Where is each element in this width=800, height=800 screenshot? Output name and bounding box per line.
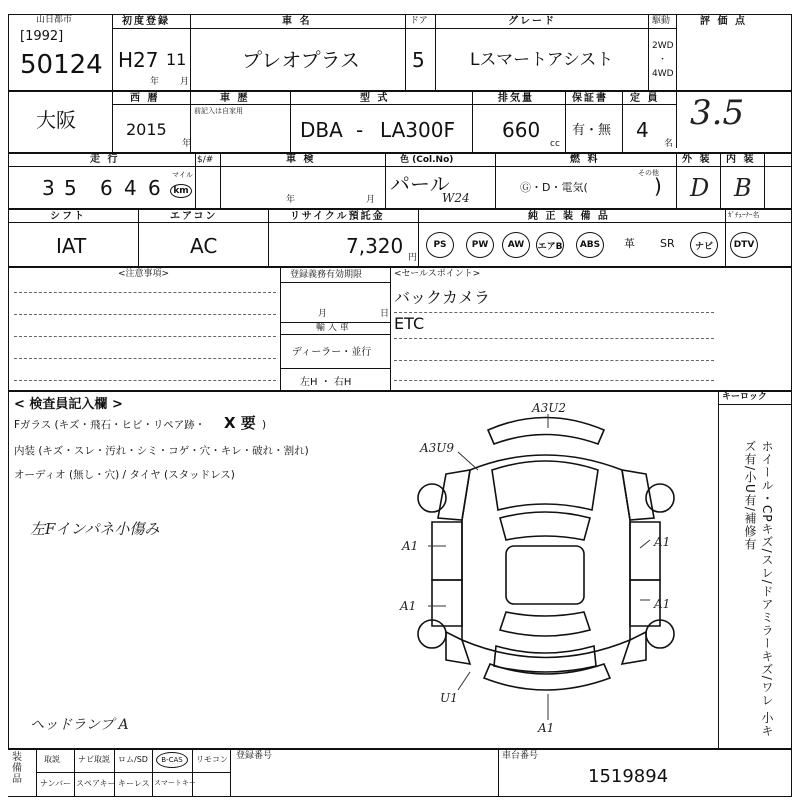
month-unit: 月 bbox=[180, 77, 190, 87]
inspection-year: 年 bbox=[286, 195, 296, 205]
year-unit: 年 bbox=[150, 77, 160, 87]
footer-item: スマートキー bbox=[154, 779, 196, 787]
chassis-label: 車台番号 bbox=[502, 751, 539, 761]
damage-mark: A1 bbox=[402, 539, 419, 553]
year-unit-2: 年 bbox=[182, 139, 192, 149]
ext-grade: D bbox=[690, 174, 710, 202]
damage-mark: A1 bbox=[654, 535, 671, 549]
ext-label: 外 装 bbox=[682, 154, 712, 165]
grade-value: Lスマートアシスト bbox=[470, 50, 614, 70]
reg-expiry-label: 登録義務有効期限 bbox=[290, 270, 363, 280]
eval-score: 3.5 bbox=[690, 93, 745, 133]
import-option-1: ディーラー・並行 bbox=[292, 347, 372, 358]
front-bumper bbox=[488, 418, 604, 445]
glass-close: ) bbox=[262, 419, 267, 431]
shift-label: シフト bbox=[50, 211, 86, 222]
handwritten-bottom: ヘッドランプ A bbox=[30, 717, 129, 733]
model-code: LA300F bbox=[380, 118, 455, 142]
doors-value: 5 bbox=[412, 48, 425, 72]
footer-item: キーレス bbox=[118, 779, 150, 788]
capacity-value: 4 bbox=[636, 118, 649, 142]
origin-label: 山日都市 bbox=[36, 15, 73, 25]
damage-mark: A1 bbox=[400, 599, 417, 613]
fuel-other: その他 bbox=[638, 169, 659, 177]
color-code: W24 bbox=[442, 191, 470, 205]
reg-no-label: 登録番号 bbox=[236, 751, 273, 761]
key-lock-label: キーロック bbox=[722, 392, 767, 402]
damage-mark: U1 bbox=[440, 691, 458, 705]
sales-label: <セールスポイント> bbox=[394, 269, 481, 279]
mileage-digit: 5 bbox=[64, 176, 77, 200]
caution-label: <注意事項> bbox=[118, 269, 170, 279]
recycle-value: 7,320 bbox=[346, 234, 404, 258]
equipment-badge: SR bbox=[660, 237, 675, 250]
recycle-unit: 円 bbox=[408, 253, 418, 263]
recycle-label: リサイクル預託金 bbox=[290, 211, 385, 222]
ac-label: エアコン bbox=[170, 211, 218, 222]
model-dash: - bbox=[356, 118, 364, 142]
equipment-badge: 革 bbox=[624, 237, 635, 250]
body-shell bbox=[462, 455, 630, 658]
rule bbox=[8, 796, 792, 797]
footer-item: ナンバー bbox=[40, 779, 72, 788]
tuner-label: ｶﾞﾁｭｰﾅｰ名 bbox=[728, 211, 760, 219]
model-label: 型 式 bbox=[360, 93, 390, 104]
door-front-left bbox=[432, 522, 462, 580]
first-reg-era: H27 bbox=[118, 48, 159, 72]
rule bbox=[152, 748, 153, 796]
meter-label: $/# bbox=[197, 155, 214, 165]
footer-item: リモコン bbox=[196, 755, 228, 764]
roof bbox=[506, 546, 584, 604]
fender-front-left bbox=[438, 470, 470, 520]
western-year: 2015 bbox=[126, 120, 167, 139]
bcas-circled bbox=[156, 752, 188, 768]
rule bbox=[114, 748, 115, 796]
damage-mark: A3U2 bbox=[532, 401, 567, 415]
drive-label: 駆動 bbox=[652, 16, 671, 26]
color-label: 色 (Col.No) bbox=[400, 155, 454, 165]
inspector-label: < 検査員記入欄 > bbox=[14, 397, 123, 412]
mileage-label: 走 行 bbox=[90, 154, 120, 165]
shift-value: IAT bbox=[56, 234, 87, 258]
fender-front-right bbox=[622, 470, 654, 520]
warranty-label: 保証書 bbox=[572, 93, 608, 104]
mileage-digit: 4 bbox=[124, 176, 137, 200]
warranty-value: 有・無 bbox=[572, 123, 612, 138]
footer-item: ナビ取説 bbox=[78, 755, 110, 764]
drive-4wd: 4WD bbox=[652, 69, 674, 79]
equipment-label: 純 正 装 備 品 bbox=[528, 211, 610, 222]
int-label: 内 装 bbox=[726, 154, 756, 165]
capacity-label: 定 員 bbox=[630, 93, 660, 104]
tailgate bbox=[494, 646, 596, 672]
sales-point: ETC bbox=[394, 314, 425, 333]
rule bbox=[791, 14, 792, 796]
door-front-right bbox=[630, 522, 660, 580]
equipment-badge: エアB bbox=[536, 232, 564, 258]
lot-number: 50124 bbox=[20, 50, 103, 80]
inspection-label: 車 検 bbox=[286, 154, 316, 165]
mileage-digit: 6 bbox=[100, 176, 113, 200]
displacement-label: 排気量 bbox=[498, 93, 534, 104]
drive-2wd: 2WD bbox=[652, 41, 674, 51]
hood bbox=[492, 461, 598, 510]
rule bbox=[74, 748, 75, 796]
model-prefix: DBA bbox=[300, 118, 343, 142]
rear-glass bbox=[500, 612, 590, 636]
door-rear-left bbox=[432, 580, 462, 626]
displacement-unit: cc bbox=[550, 139, 560, 149]
car-name: プレオプラス bbox=[242, 48, 360, 72]
quarter-rear-left bbox=[446, 632, 470, 664]
reg-day: 日 bbox=[380, 309, 390, 319]
damage-mark: A3U9 bbox=[420, 441, 455, 455]
fuel-options: Ⓖ・D・電気( bbox=[520, 181, 588, 194]
equipment-badge: PS bbox=[426, 232, 454, 258]
pointer-line bbox=[640, 540, 650, 548]
footer-item: スペアキー bbox=[76, 779, 116, 788]
car-name-label: 車 名 bbox=[282, 16, 312, 27]
footer-item: ロム/SD bbox=[118, 755, 148, 764]
sales-point: バックカメラ bbox=[394, 288, 491, 307]
color-value: パール bbox=[390, 172, 450, 196]
mileage-digit: 3 bbox=[42, 176, 55, 200]
car-outline bbox=[418, 418, 674, 691]
rule bbox=[8, 748, 792, 750]
ac-value: AC bbox=[190, 234, 218, 258]
fuel-close: ) bbox=[654, 174, 662, 198]
rule bbox=[498, 748, 499, 796]
footer-item: B-CAS bbox=[161, 756, 183, 764]
mileage-unit-top: マイル bbox=[172, 171, 193, 179]
audio-line: オーディオ (無し・穴) / タイヤ (スタッドレス) bbox=[14, 469, 235, 481]
damage-mark: A1 bbox=[654, 597, 671, 611]
chassis-number: 1519894 bbox=[588, 766, 669, 787]
western-label: 西 暦 bbox=[130, 93, 160, 104]
int-grade: B bbox=[734, 174, 752, 202]
equipment-badge: AW bbox=[502, 232, 530, 258]
first-reg-month: 11 bbox=[166, 50, 187, 69]
footer-item: 取説 bbox=[44, 755, 60, 764]
eval-label: 評 価 点 bbox=[700, 16, 747, 27]
location: 大阪 bbox=[36, 108, 76, 132]
doors-label: ドア bbox=[410, 16, 428, 26]
glass-line: Fガラス (キズ・飛石・ヒビ・リペア跡・ bbox=[14, 419, 206, 431]
rule bbox=[36, 772, 230, 773]
glass-mark: X 要 bbox=[224, 414, 256, 432]
pointer-line bbox=[458, 672, 470, 690]
import-label: 輸 入 車 bbox=[316, 323, 349, 333]
damage-mark: A1 bbox=[538, 721, 555, 735]
equipment-badge: DTV bbox=[730, 232, 758, 258]
km-unit: km bbox=[173, 186, 189, 196]
capacity-unit: 名 bbox=[664, 139, 674, 149]
first-reg-label: 初度登録 bbox=[122, 16, 170, 27]
equipment-badge: PW bbox=[466, 232, 494, 258]
equipment-badge: ナビ bbox=[690, 232, 718, 258]
history-label: 車 歴 bbox=[220, 93, 250, 104]
pointer-line bbox=[458, 452, 478, 470]
handwritten-note: 左Fインパネ小傷み bbox=[30, 520, 160, 538]
grade-label: グレード bbox=[508, 16, 556, 27]
equip-footer-label: 装 備 品 bbox=[12, 752, 22, 785]
rule bbox=[230, 748, 231, 796]
drive-dot: ・ bbox=[658, 55, 668, 65]
mileage-digit: 6 bbox=[148, 176, 161, 200]
windshield bbox=[500, 512, 590, 540]
quarter-rear-right bbox=[622, 632, 646, 664]
wheel-note: ホイール・CPキズ/スレ/ドアミラーキズ/ワレ 小キズ有/小U有/補修有 bbox=[743, 440, 774, 738]
import-option-2: 左H ・ 右H bbox=[300, 377, 352, 388]
lot-prefix: [1992] bbox=[20, 29, 64, 44]
fuel-label: 燃 料 bbox=[570, 154, 600, 165]
equipment-badge: ABS bbox=[576, 232, 604, 258]
reg-month: 月 bbox=[318, 309, 328, 319]
inspection-month: 月 bbox=[366, 195, 376, 205]
history-sub: 前記入は自家用 bbox=[194, 107, 243, 115]
rule bbox=[192, 748, 193, 796]
interior-line: 内装 (キズ・スレ・汚れ・シミ・コゲ・穴・キレ・破れ・割れ) bbox=[14, 445, 309, 457]
displacement-value: 660 bbox=[502, 118, 541, 142]
